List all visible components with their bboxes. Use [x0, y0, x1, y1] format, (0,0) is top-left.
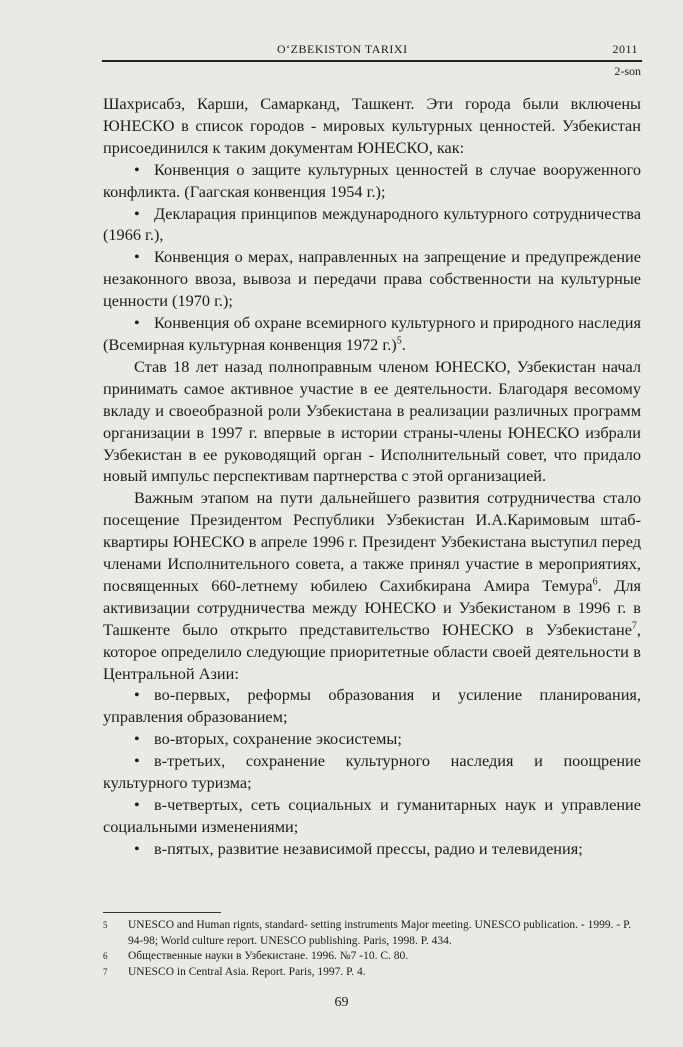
footnote-text: UNESCO in Central Asia. Report. Paris, 1997. P. 4.: [128, 965, 366, 978]
bullet-icon: •: [134, 729, 140, 749]
bullet-icon: •: [134, 795, 140, 814]
paragraph: Шахрисабз, Карши, Самарканд, Ташкент. Эти города были включены ЮНЕСКО в список городов - мировых культурных ценностей. Узбекистан присоединился к таким документам ЮНЕСКО, как:: [103, 94, 641, 157]
list-item-text: во-первых, реформы образования и усиление планирования, управления образованием;: [103, 685, 641, 727]
list-item: • Конвенция об охране всемирного культурного и природного наследия (Всемирная культурная конвенция 1972 г.)$^5$.: [103, 313, 641, 354]
footnotes: [103, 918, 641, 980]
paragraph: [103, 487, 641, 684]
list-item: [103, 750, 641, 794]
footnote-ref[interactable]: 7: [631, 620, 637, 632]
issue-year: 2011: [612, 42, 638, 56]
footnote: [103, 965, 641, 981]
list-item: [103, 838, 641, 860]
bullet-icon: •: [134, 247, 140, 267]
footnote-ref[interactable]: 6: [592, 576, 598, 588]
running-header: [102, 40, 642, 60]
bullet-icon: •: [134, 313, 140, 333]
list-item-text: в-третьих, сохранение культурного наследия и поощрение культурного туризма;: [103, 751, 641, 793]
header-rule: [102, 60, 642, 62]
bullet-icon: •: [134, 685, 140, 705]
list-item: [103, 728, 641, 750]
footnote-text: UNESCO and Human rignts, standard- setting instruments Major meeting. UNESCO publication. - 1999. - P. 94-98; World culture report. UNESCO publishing. Paris, 1998. P. 434.: [128, 919, 632, 947]
list-item-text: во-вторых, сохранение экосистемы;: [154, 729, 402, 749]
footnote: [103, 918, 641, 949]
footnote-text: Общественные науки в Узбекистане. 1996. №7 -10. С. 80.: [128, 950, 409, 962]
footnote-ref[interactable]: 5: [396, 335, 402, 347]
list-item: [103, 159, 641, 203]
paragraph-text: , которое определило следующие приоритетные области своей деятельности в Центральной Азии:: [103, 619, 641, 683]
list-item: [103, 794, 641, 838]
bullet-icon: •: [134, 838, 140, 858]
list-item-text: Декларация принципов международного культурного сотрудничества (1966 г.),: [103, 203, 641, 245]
list-item: [103, 203, 641, 247]
bullet-icon: •: [134, 751, 140, 771]
main-text: [103, 93, 641, 860]
footnote: [103, 949, 641, 965]
list-item-text: Конвенция о мерах, направленных на запрещение и предупреждение незаконного ввоза, вывоза и передачи права собственности на культурные ценности (1970 г.);: [103, 247, 641, 311]
list-item-text: Конвенция об охране всемирного культурного и природного наследия (Всемирная культурная конвенция 1972 г.): [103, 313, 641, 354]
paragraph: Став 18 лет назад полноправным членом ЮНЕСКО, Узбекистан начал принимать самое активное участие в ее деятельности. Благодаря весомому вкладу и своеобразной роли Узбекистана в реализации различных программ организации в 1997 г. впервые в истории страны-члены ЮНЕСКО избрали Узбекистан в ее руководящий орган - Исполнительный совет, что придало новый импульс перспективам партнерства с этой организацией.: [103, 356, 641, 486]
journal-title: O‘ZBEKISTON TARIXI: [277, 42, 408, 56]
list-item-text: в-четвертых, сеть социальных и гуманитарных наук и управление социальными изменениями;: [103, 795, 641, 836]
footnote-number: 7: [103, 966, 108, 977]
page-number: 69: [334, 995, 349, 1010]
bullet-icon: •: [134, 203, 140, 223]
footnote-rule: [103, 912, 221, 913]
bullet-icon: •: [134, 159, 140, 179]
issue-number: 2-son: [614, 64, 641, 78]
list-item-text: в-пятых, развитие независимой прессы, радио и телевидения;: [154, 838, 583, 858]
footnote-number: 6: [103, 951, 108, 961]
paragraph-text: Важным этапом на пути дальнейшего развития сотрудничества стало посещение Президентом Республики Узбекистан И.А.Каримовым штаб-квартиры ЮНЕСКО в апреле 1996 г. Президент Узбекистана выступил перед членами Исполнительного совета, а также принял участие в мероприятиях, посвященных 660-летнему юбилею Сахибкирана Амира Темура: [103, 488, 641, 595]
list-item: [103, 684, 641, 728]
paragraph-text: . Для активизации сотрудничества между ЮНЕСКО и Узбекистаном в 1996 г. в Ташкенте было открыто представительство ЮНЕСКО в Узбекистане: [103, 575, 641, 639]
footnote-number: 5: [103, 920, 108, 930]
list-item: [103, 246, 641, 312]
list-item-text: Конвенция о защите культурных ценностей в случае вооруженного конфликта. (Гаагская конвенция 1954 г.);: [103, 159, 641, 201]
